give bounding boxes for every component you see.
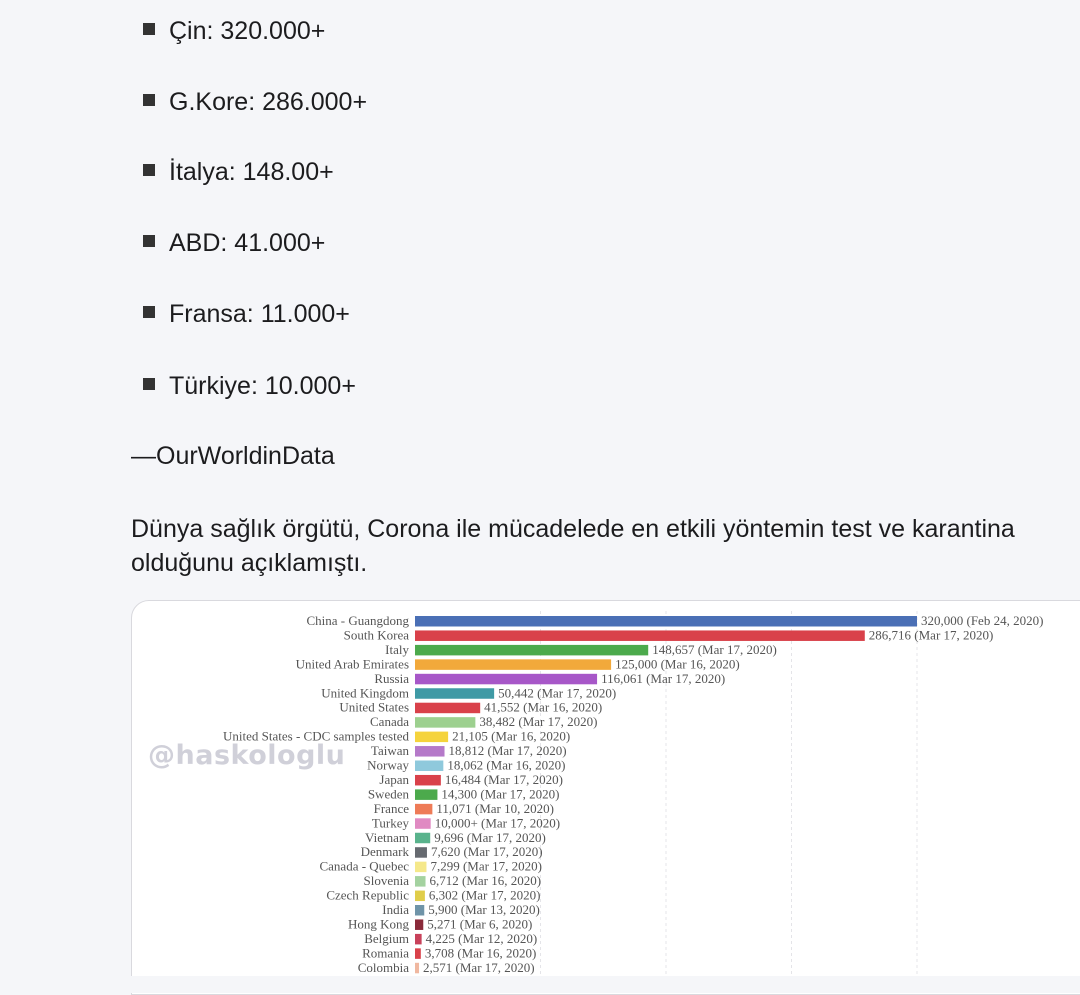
value-label: 125,000 (Mar 16, 2020) <box>615 656 740 672</box>
list-item <box>143 87 367 117</box>
category-label: Sweden <box>367 786 409 802</box>
bar <box>415 732 448 743</box>
list-item-text: İtalya: 148.00+ <box>169 158 334 186</box>
bar <box>415 645 648 656</box>
bar <box>415 630 865 641</box>
category-label: Norway <box>367 757 409 773</box>
category-label: Taiwan <box>370 743 409 759</box>
bar <box>415 775 441 786</box>
value-label: 16,484 (Mar 17, 2020) <box>444 771 563 787</box>
category-label: United States <box>339 699 409 715</box>
value-label: 116,061 (Mar 17, 2020) <box>601 670 726 686</box>
tests-bar-chart <box>132 601 1080 994</box>
bar <box>415 746 445 757</box>
list-item-text: G.Kore: 286.000+ <box>169 88 368 116</box>
bar <box>415 833 430 844</box>
value-label: 286,716 (Mar 17, 2020) <box>868 627 994 643</box>
value-label: 3,708 (Mar 16, 2020) <box>424 945 537 961</box>
bar <box>415 862 426 873</box>
square-bullet-icon <box>143 306 155 318</box>
category-label: Vietnam <box>365 829 409 845</box>
category-label: Denmark <box>360 844 409 860</box>
chart-card <box>131 600 1080 995</box>
value-label: 5,271 (Mar 6, 2020) <box>427 916 533 932</box>
body-paragraph: Dünya sağlık örgütü, Corona ile mücadelede en etkili yöntemin test ve karantina olduğunu açıklamıştı. <box>131 515 1015 577</box>
category-label: United States - CDC samples tested <box>223 728 409 744</box>
value-label: 10,000+ (Mar 17, 2020) <box>434 815 561 831</box>
screen-edge <box>0 976 1080 993</box>
square-bullet-icon <box>143 94 155 106</box>
bar <box>415 659 611 670</box>
value-label: 7,299 (Mar 17, 2020) <box>430 858 543 874</box>
category-label: South Korea <box>343 627 409 643</box>
value-label: 148,657 (Mar 17, 2020) <box>652 641 777 657</box>
bar <box>415 804 432 815</box>
bar <box>415 876 426 887</box>
value-label: 14,300 (Mar 17, 2020) <box>441 786 560 802</box>
watermark: @haskologlu <box>148 740 346 771</box>
category-label: Slovenia <box>363 873 409 889</box>
value-label: 11,071 (Mar 10, 2020) <box>436 800 554 816</box>
category-label: United Arab Emirates <box>295 656 409 672</box>
value-label: 7,620 (Mar 17, 2020) <box>430 844 543 860</box>
value-label: 4,225 (Mar 12, 2020) <box>425 930 538 946</box>
value-label: 320,000 (Feb 24, 2020) <box>921 613 1044 628</box>
category-label: India <box>382 902 409 917</box>
value-label: 9,696 (Mar 17, 2020) <box>434 829 546 845</box>
category-label: Canada <box>370 714 409 730</box>
square-bullet-icon <box>143 235 155 247</box>
category-label: Japan <box>379 771 409 787</box>
bar <box>415 919 423 930</box>
list-item-text: Fransa: 11.000+ <box>169 300 350 328</box>
category-label: France <box>373 800 409 816</box>
value-label: 5,900 (Mar 13, 2020) <box>428 902 540 917</box>
value-label: 50,442 (Mar 17, 2020) <box>498 685 617 701</box>
value-label: 6,712 (Mar 16, 2020) <box>429 873 542 889</box>
category-label: Italy <box>385 641 409 657</box>
value-label: 6,302 (Mar 17, 2020) <box>428 887 541 903</box>
category-label: Romania <box>362 945 409 961</box>
bar <box>415 891 425 902</box>
list-item <box>143 157 334 187</box>
bar <box>415 717 475 728</box>
list-item <box>143 371 356 401</box>
value-label: 38,482 (Mar 17, 2020) <box>479 714 598 730</box>
bar <box>415 616 917 627</box>
bar <box>415 818 431 829</box>
category-label: Hong Kong <box>347 916 409 932</box>
category-label: Colombia <box>357 959 409 975</box>
list-item <box>143 228 325 258</box>
bar <box>415 761 443 772</box>
value-label: 21,105 (Mar 16, 2020) <box>452 728 571 744</box>
category-label: Russia <box>374 670 409 686</box>
list-item <box>143 299 350 329</box>
bar <box>415 789 437 800</box>
list-item-text: ABD: 41.000+ <box>169 229 326 257</box>
bar <box>415 905 424 916</box>
bar <box>415 703 480 714</box>
category-label: United Kingdom <box>321 685 409 701</box>
category-label: Turkey <box>371 815 409 831</box>
square-bullet-icon <box>143 378 155 390</box>
value-label: 18,062 (Mar 16, 2020) <box>447 757 566 773</box>
source-attribution: —OurWorldinData <box>131 442 335 470</box>
square-bullet-icon <box>143 23 155 35</box>
value-label: 41,552 (Mar 16, 2020) <box>484 699 603 715</box>
bar <box>415 948 421 959</box>
category-label: Canada - Quebec <box>319 858 409 874</box>
list-item-text: Çin: 320.000+ <box>169 17 326 45</box>
category-label: Belgium <box>364 930 409 946</box>
bar <box>415 847 427 858</box>
square-bullet-icon <box>143 164 155 176</box>
category-label: Czech Republic <box>326 887 409 903</box>
bar <box>415 934 422 945</box>
bar <box>415 963 419 974</box>
value-label: 2,571 (Mar 17, 2020) <box>423 959 535 975</box>
value-label: 18,812 (Mar 17, 2020) <box>448 743 567 759</box>
bar <box>415 688 494 699</box>
category-label: China - Guangdong <box>306 613 409 628</box>
bar <box>415 674 597 685</box>
list-item-text: Türkiye: 10.000+ <box>169 372 356 400</box>
list-item <box>143 16 325 46</box>
